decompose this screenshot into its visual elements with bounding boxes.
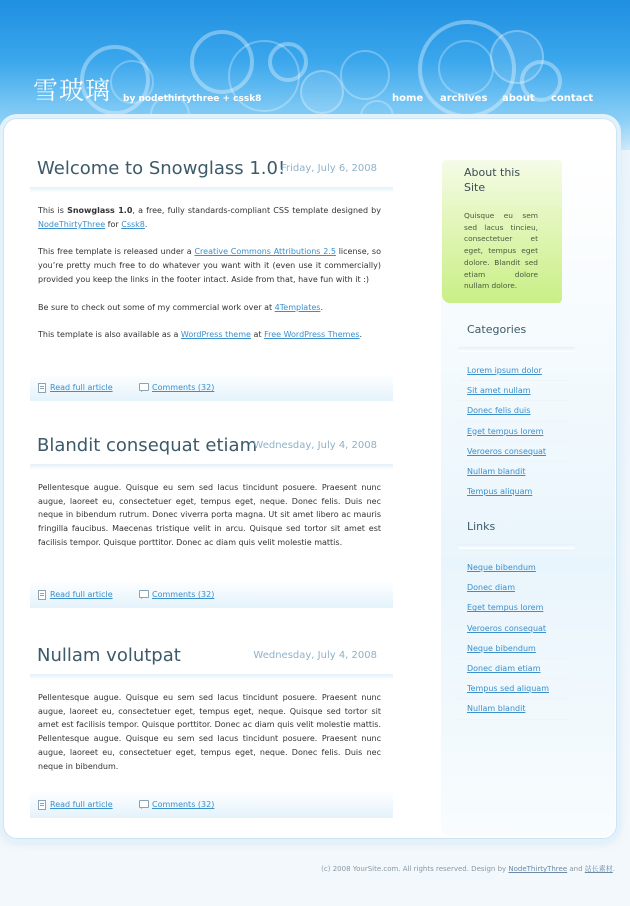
link-free-wordpress-themes[interactable]: Free WordPress Themes [264,330,360,340]
sidebar-link[interactable]: Neque bibendum [467,563,536,572]
links-divider [459,544,575,549]
category-link[interactable]: Lorem ipsum dolor [467,366,542,375]
sidebar-link[interactable]: Donec diam etiam [467,663,541,673]
categories-divider [459,347,575,352]
title-divider [30,464,393,470]
list-item [459,578,567,598]
links-list [459,558,567,720]
categories-heading: Categories [467,323,527,336]
list-item [459,659,567,679]
footer-text-end: . [612,865,615,873]
nav-home[interactable]: home [392,93,424,104]
list-item [459,462,567,482]
comment-icon [139,800,149,808]
list-item [459,401,567,421]
post-body: This is Snowglass 1.0, a free, fully standards-compliant CSS template designed by NodeThirtyThree for Cssk8. This free template is released under a Creative Commons Attributions 2.5 license, so you’re pretty much free to do whatever you want with it (even use it commercially) provided you keep the links in the footer intact. Aside from that, have fun with it :) Be sure to check out some of my commercial work over at 4Templates. This template is also available as a WordPress theme at Free WordPress Themes. [38,206,381,340]
footer-link-zhanzhang[interactable]: 站长素材 [584,865,613,873]
sidebar-link[interactable]: Eget tempus lorem [467,603,544,613]
post-date: Wednesday, July 4, 2008 [253,440,377,451]
post-footer [30,374,393,401]
post-body: Pellentesque augue. Quisque eu sem sed lacus tincidunt posuere. Praesent nunc augue, laoreet eu, consectetuer eget, tempus eget, neque. Donec felis. Duis nec neque in bibendum rutrum. Donec viverra porta magna. Ut sit amet libero ac mauris fringilla faucibus. Maecenas tristique velit in arcu. Quisque sed tortor sit amet est facilisis tempor. Quisque porttitor. Donec ac diam quis velit molestie mattis. [38,483,381,547]
categories-list [459,361,567,502]
sidebar-link[interactable]: Nullam blandit [467,704,526,714]
category-link[interactable]: Sit amet nullam [467,386,531,396]
list-item [459,598,567,618]
comments-link[interactable]: Comments (32) [152,800,215,809]
comments-link[interactable]: Comments (32) [152,590,215,599]
link-cssk8[interactable]: Cssk8 [121,219,145,229]
list-item [459,381,567,401]
footer [321,864,615,874]
sidebar-link[interactable]: Donec diam [467,583,515,593]
link-nodethirtythree[interactable]: NodeThirtyThree [38,219,106,229]
post-title[interactable]: Blandit consequat etiam [37,435,258,456]
post-title[interactable]: Welcome to Snowglass 1.0! [37,158,286,179]
document-icon [38,800,46,810]
site-byline: by nodethirtythree + cssk8 [123,94,262,104]
list-item [459,442,567,462]
title-divider [30,187,393,193]
list-item [459,422,567,442]
post-body: Pellentesque augue. Quisque eu sem sed lacus tincidunt posuere. Praesent nunc augue, laoreet eu, consectetuer eget, tempus eget, neque. Quisque sed tortor sit amet est facilisis tempor. Quisque porttitor. Donec ac diam quis velit molestie mattis. Pellentesque augue. Quisque eu sem sed lacus tincidunt posuere. Praesent nunc augue, laoreet eu, consectetuer eget, tempus eget, neque. Donec felis. Duis nec neque in bibendum. [38,693,381,771]
post-date: Wednesday, July 4, 2008 [253,650,377,661]
list-item [459,639,567,659]
post-2 [30,435,393,610]
nav-archives[interactable]: archives [440,93,488,104]
sidebar-link[interactable]: Veroeros consequat [467,623,547,633]
comment-icon [139,590,149,598]
post-footer [30,791,393,818]
document-icon [38,383,46,393]
about-text: Quisque eu sem sed lacus tincieu, consectetuer et eget, tempus eget dolore. Blandit sed etiam dolore nullam dolore. [464,211,538,291]
post-title[interactable]: Nullam volutpat [37,645,181,666]
post-date: Friday, July 6, 2008 [281,163,377,174]
list-item [459,699,567,719]
document-icon [38,590,46,600]
link-creative-commons[interactable]: Creative Commons Attributions 2.5 [194,247,336,257]
site-logo[interactable]: 雪玻璃 [33,76,112,105]
about-box [442,160,562,303]
read-full-article-link[interactable]: Read full article [50,800,113,809]
read-full-article-link[interactable]: Read full article [50,590,113,599]
title-divider [30,674,393,680]
comment-icon [139,383,149,391]
sidebar-link[interactable]: Neque bibendum [467,643,536,653]
category-link[interactable]: Donec felis duis [467,406,531,416]
footer-text: (c) 2008 YourSite.com. All rights reserved. Design by [321,865,509,873]
link-wordpress-theme[interactable]: WordPress theme [180,330,251,340]
sidebar-link[interactable]: Tempus sed aliquam [467,684,550,694]
nav-contact[interactable]: contact [551,93,594,104]
link-4templates[interactable]: 4Templates [274,302,321,312]
category-link[interactable]: Veroeros consequat [467,446,547,456]
comments-link[interactable]: Comments (32) [152,383,215,392]
footer-link-nodethirtythree[interactable]: NodeThirtyThree [508,865,568,873]
category-link[interactable]: Nullam blandit [467,466,526,476]
footer-text-and: and [567,865,585,873]
list-item [459,619,567,639]
category-link[interactable]: Eget tempus lorem [467,426,544,436]
list-item [459,361,567,381]
links-heading: Links [467,520,496,533]
nav-about[interactable]: about [502,93,535,104]
category-link[interactable]: Tempus aliquam [467,487,533,497]
read-full-article-link[interactable]: Read full article [50,383,113,392]
post-1 [30,158,393,398]
list-item [459,679,567,699]
post-footer [30,581,393,608]
about-title: About this Site [464,166,521,194]
post-3 [30,645,393,820]
list-item [459,482,567,502]
list-item [459,558,567,578]
